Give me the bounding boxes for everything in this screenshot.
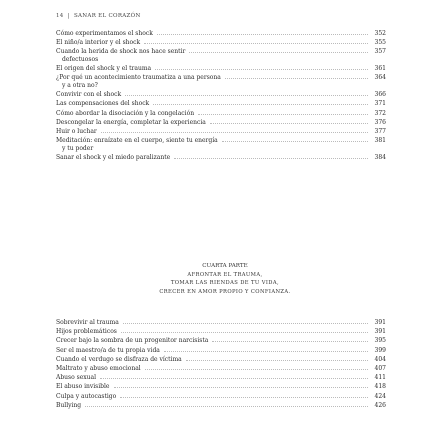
toc-entry-page: 372 [374,109,386,117]
toc-entry-title: El abuso invisible [56,383,110,391]
toc-entry-page: 371 [374,100,386,108]
header-page-number: 14 [56,13,64,19]
part-subtitle: TOMAR LAS RIENDAS DE TU VIDA, [170,280,280,287]
toc-entry-page: 366 [374,91,386,99]
toc-entry-title: ¿Por qué un acontecimiento traumatiza a una persona y a otra no? [56,74,221,89]
toc-entry[interactable] [56,110,386,118]
dot-leader [174,158,368,159]
dot-leader [189,52,368,53]
toc-entry-page: 381 [374,137,386,145]
toc-entry-title: Cuando el verdugo se disfraza de víctima [56,355,182,363]
toc-entry-title: El niño/a interior y el shock [56,39,141,47]
toc-entry[interactable] [56,374,386,382]
toc-entry[interactable] [56,128,386,136]
toc-entry-title: Huir o luchar [56,127,97,135]
toc-list-part4 [56,319,386,411]
toc-entry[interactable] [56,91,386,99]
toc-entry-title: Convivir con el shock [56,91,122,99]
header-book-title: SANAR EL CORAZÓN [73,13,141,19]
toc-entry-title: Hijos problemáticos [56,328,117,336]
dot-leader [210,123,368,124]
toc-entry[interactable] [56,347,386,355]
part-label: CUARTA PARTE [202,263,248,269]
toc-entry[interactable] [56,48,386,63]
dot-leader [225,78,368,79]
toc-entry[interactable] [56,393,386,401]
dot-leader [157,34,368,35]
dot-leader [120,397,368,398]
toc-entry-page: 391 [374,319,386,326]
dot-leader [125,95,368,96]
dot-leader [164,351,368,352]
toc-entry-title: Maltrato y abuso emocional [56,364,141,372]
toc-entry-page: 424 [374,392,386,400]
dot-leader [153,104,368,105]
toc-entry-title: Culpa y autocastigo [56,392,117,400]
part-subtitle-2: CRECER EN AMOR PROPIO Y CONFIANZA. [159,288,291,295]
dot-leader [121,332,368,333]
toc-entry[interactable] [56,39,386,47]
dot-leader [144,43,368,44]
toc-entry-title: Cuando la herida de shock nos hace sentir defectuosos [56,48,186,63]
toc-entry-page: 426 [374,401,386,409]
toc-entry-title: Cómo experimentamos el shock [56,30,153,37]
toc-entry-title: Ser el maestro/a de tu propia vida [56,346,160,354]
dot-leader [101,132,368,133]
toc-entry[interactable] [56,74,386,89]
dot-leader [114,387,369,388]
dot-leader [222,141,368,142]
dot-leader [123,323,368,324]
toc-entry-page: 352 [374,30,386,37]
toc-entry-page: 404 [374,355,386,363]
toc-entry-page: 418 [374,383,386,391]
dot-leader [145,369,368,370]
toc-entry-page: 391 [374,328,386,336]
toc-entry[interactable] [56,365,386,373]
toc-entry-page: 411 [374,374,386,382]
dot-leader [155,69,368,70]
dot-leader [85,406,368,407]
toc-entry[interactable] [56,402,386,410]
dot-leader [186,360,368,361]
toc-entry-page: 355 [374,39,386,47]
dot-leader [100,378,368,379]
part-heading [110,262,340,296]
toc-list-part3 [56,30,386,163]
running-header: 14 | SANAR EL CORAZÓN [56,13,141,19]
toc-entry-page: 384 [374,153,386,161]
toc-entry-title: El origen del shock y el trauma [56,65,152,73]
toc-entry-page: 364 [374,74,386,82]
toc-entry[interactable] [56,356,386,364]
toc-entry[interactable] [56,383,386,391]
toc-entry-title: Meditación: enraízate en el cuerpo, siente tu energía y tu poder [56,137,218,152]
toc-entry-page: 376 [374,118,386,126]
toc-entry[interactable] [56,65,386,73]
toc-entry[interactable] [56,328,386,336]
part-title: AFRONTAR EL TRAUMA, [187,271,263,278]
toc-entry[interactable] [56,319,386,327]
toc-entry-page: 361 [374,65,386,73]
toc-entry-title: Abuso sexual [56,374,97,382]
toc-entry-title: Descongelar la energía, completar la experiencia [56,118,206,126]
toc-entry-page: 377 [374,127,386,135]
toc-entry-title: Cómo abordar la disociación y la congelación [56,109,195,117]
toc-entry-page: 399 [374,346,386,354]
toc-entry[interactable] [56,100,386,108]
toc-entry[interactable] [56,154,386,162]
dot-leader [212,341,368,342]
toc-entry-title: Bullying [56,401,82,409]
toc-entry-title: Las compensaciones del shock [56,100,150,108]
toc-entry[interactable] [56,119,386,127]
toc-entry-page: 357 [374,48,386,56]
toc-entry-title: Sanar el shock y el miedo paralizante [56,153,171,161]
dot-leader [198,114,368,115]
toc-entry[interactable] [56,30,386,38]
toc-entry-title: Sobrevivir al trauma [56,319,119,326]
toc-entry-page: 395 [374,337,386,345]
toc-entry-page: 407 [374,364,386,372]
toc-entry-title: Crecer bajo la sombra de un progenitor narcisista [56,337,209,345]
toc-entry[interactable] [56,137,386,152]
toc-entry[interactable] [56,337,386,345]
